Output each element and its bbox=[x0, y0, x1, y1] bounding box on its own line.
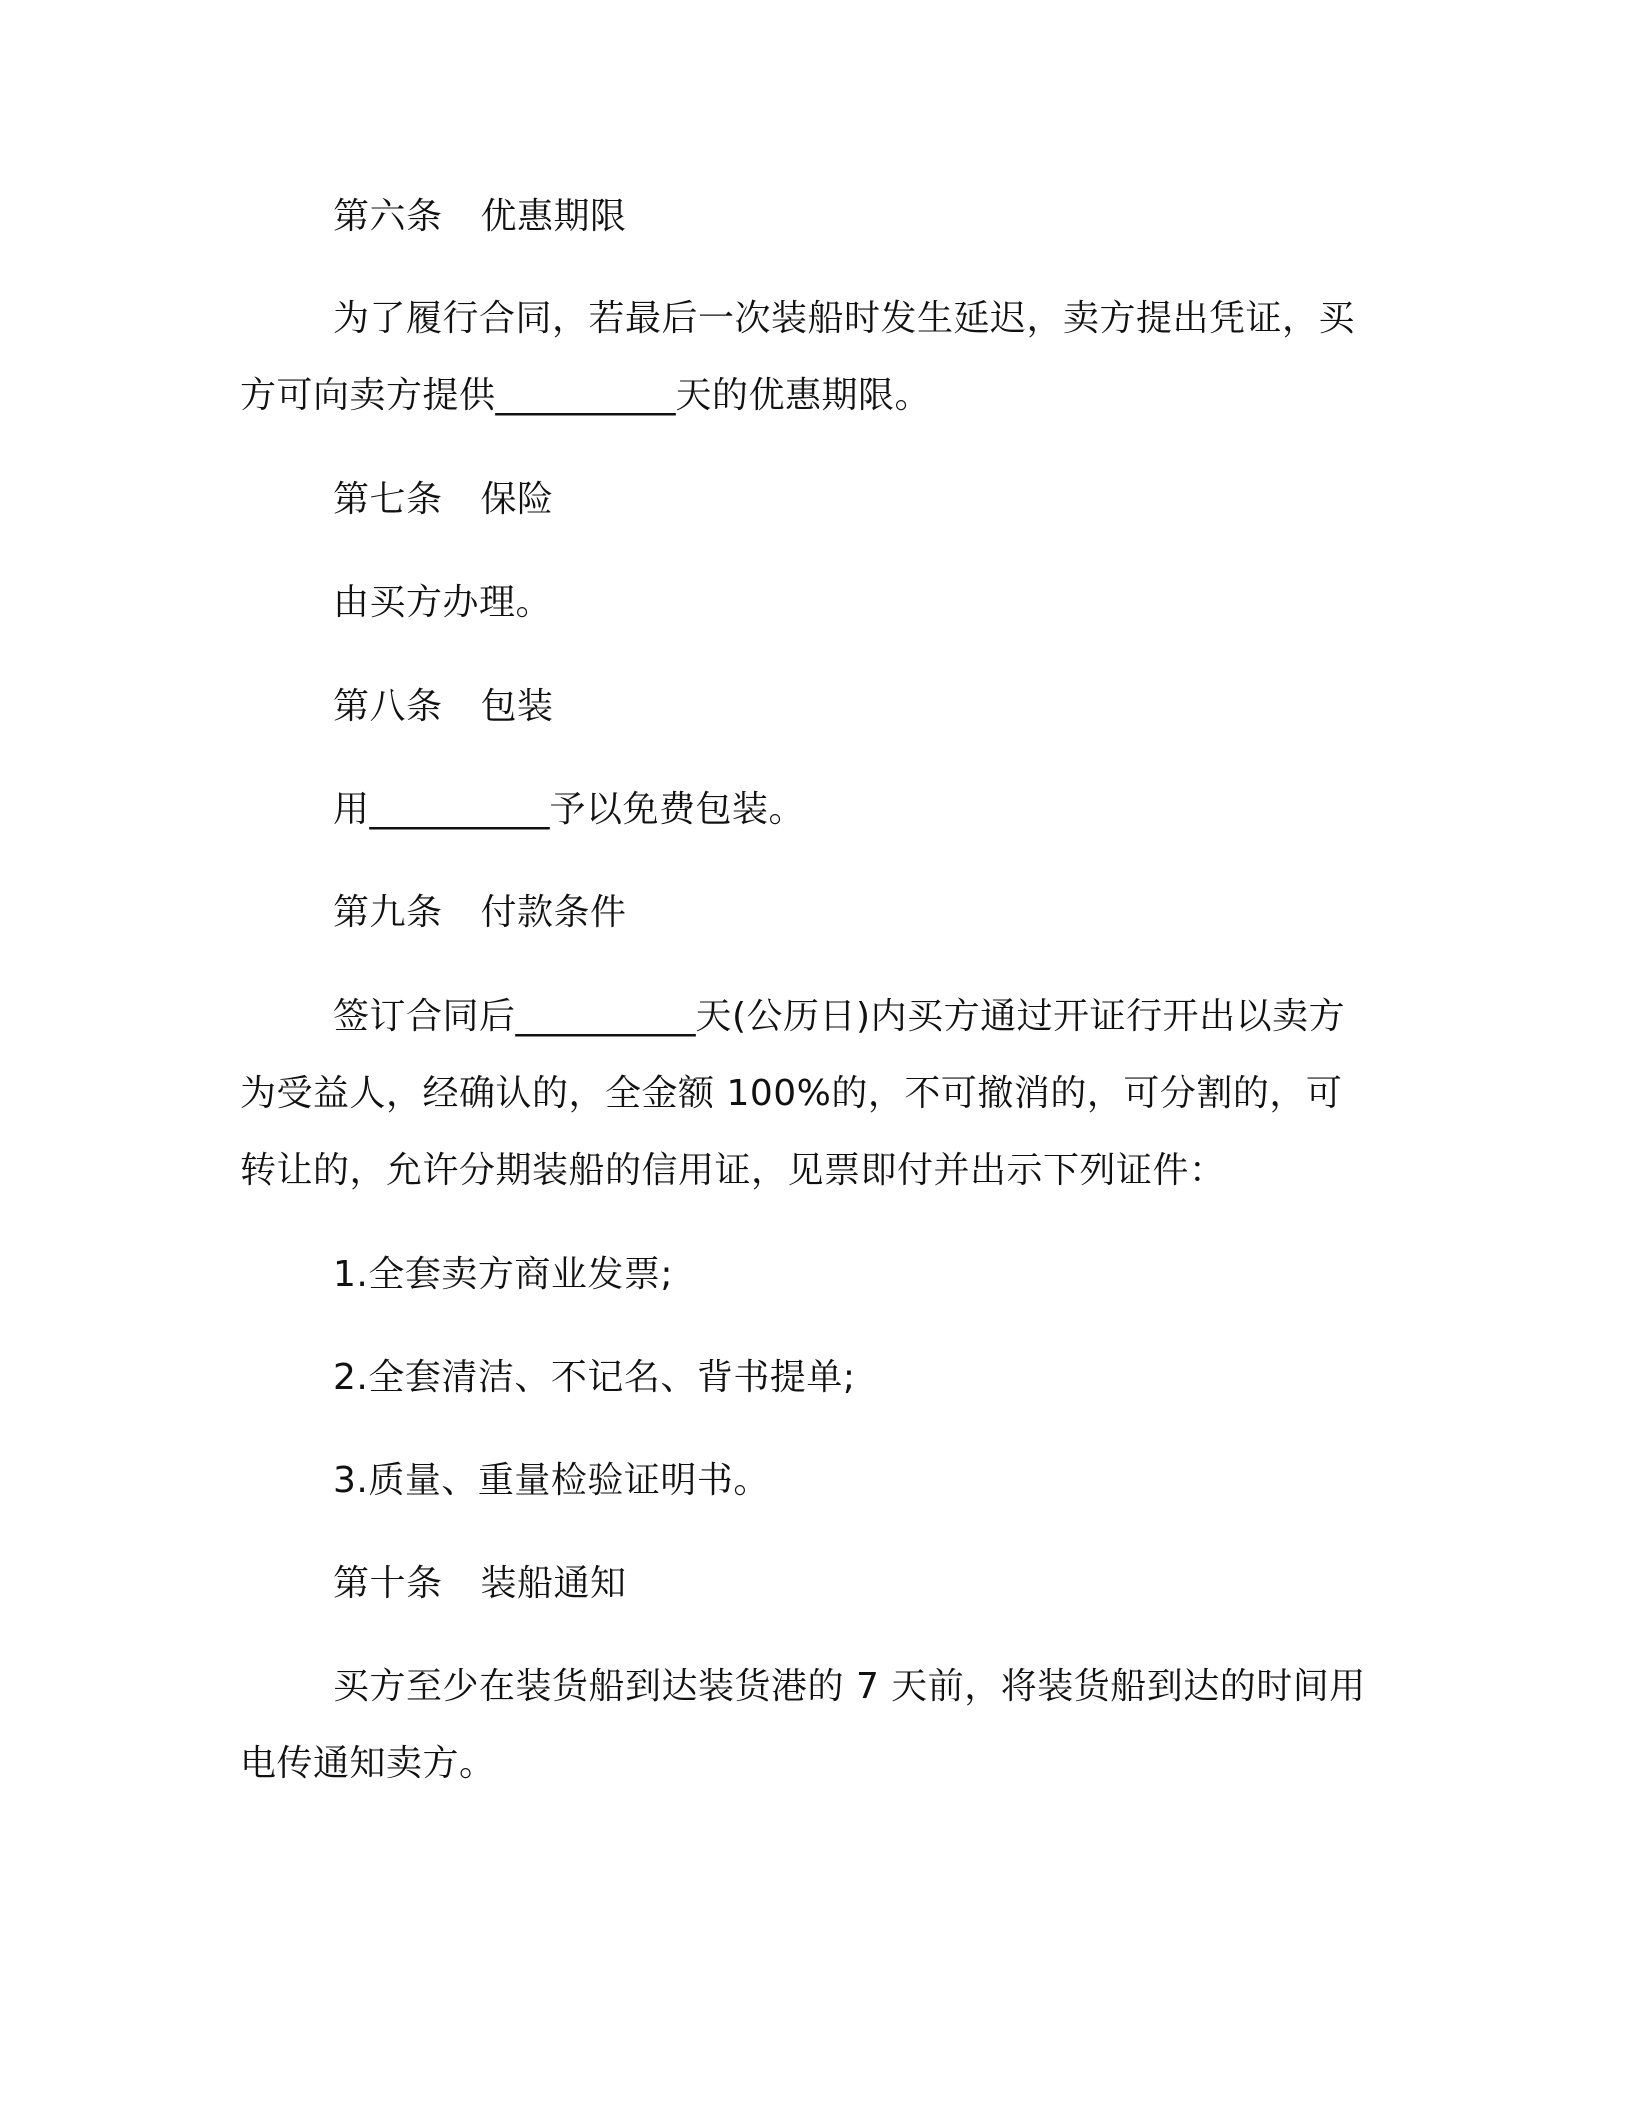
article-number: 第九条 bbox=[333, 892, 443, 933]
article-number: 第十条 bbox=[333, 1563, 443, 1604]
text-segment: 方可向卖方提供 bbox=[240, 375, 496, 416]
article-9-paragraph-line-3: 转让的，允许分期装船的信用证，见票即付并出示下列证件： bbox=[240, 1150, 1226, 1191]
article-9-heading bbox=[333, 889, 627, 937]
article-10-heading bbox=[333, 1560, 627, 1608]
fill-in-blank: __________ bbox=[515, 996, 696, 1037]
article-8-heading bbox=[333, 683, 554, 731]
text-segment: 天的优惠期限。 bbox=[675, 375, 932, 416]
article-9-list-item-3: 3.质量、重量检验证明书。 bbox=[333, 1460, 770, 1501]
article-6-paragraph-line-1: 为了履行合同，若最后一次装船时发生延迟，卖方提出凭证，买 bbox=[333, 298, 1356, 339]
article-9-list-item-1: 1.全套卖方商业发票; bbox=[333, 1254, 673, 1295]
article-number: 第七条 bbox=[333, 479, 443, 520]
article-8-paragraph-line-1 bbox=[333, 786, 805, 834]
text-segment: 签订合同后 bbox=[333, 996, 516, 1037]
article-title: 装船通知 bbox=[480, 1563, 627, 1604]
article-title: 保险 bbox=[480, 479, 554, 520]
article-10-paragraph-line-1: 买方至少在装货船到达装货港的 7 天前，将装货船到达的时间用 bbox=[333, 1666, 1366, 1707]
article-title: 付款条件 bbox=[480, 892, 627, 933]
article-9-paragraph-line-1 bbox=[333, 993, 1345, 1041]
article-9-list-item-2: 2.全套清洁、不记名、背书提单; bbox=[333, 1357, 856, 1398]
article-title: 包装 bbox=[480, 686, 554, 727]
article-number: 第八条 bbox=[333, 686, 443, 727]
article-10-paragraph-line-2: 电传通知卖方。 bbox=[240, 1743, 496, 1784]
article-6-heading bbox=[333, 193, 627, 241]
text-segment: 予以免费包装。 bbox=[549, 789, 806, 830]
article-title: 优惠期限 bbox=[480, 196, 627, 237]
fill-in-blank: __________ bbox=[369, 789, 550, 830]
article-6-paragraph-line-2 bbox=[240, 372, 931, 420]
fill-in-blank: __________ bbox=[495, 375, 676, 416]
article-number: 第六条 bbox=[333, 196, 443, 237]
article-9-paragraph-line-2: 为受益人，经确认的，全金额 100%的，不可撤消的，可分割的，可 bbox=[240, 1073, 1343, 1114]
article-7-heading bbox=[333, 476, 554, 524]
text-segment: 用 bbox=[333, 789, 370, 830]
text-segment: 天(公历日)内买方通过开证行开出以卖方 bbox=[695, 996, 1346, 1037]
article-7-paragraph-line-1: 由买方办理。 bbox=[333, 582, 553, 623]
